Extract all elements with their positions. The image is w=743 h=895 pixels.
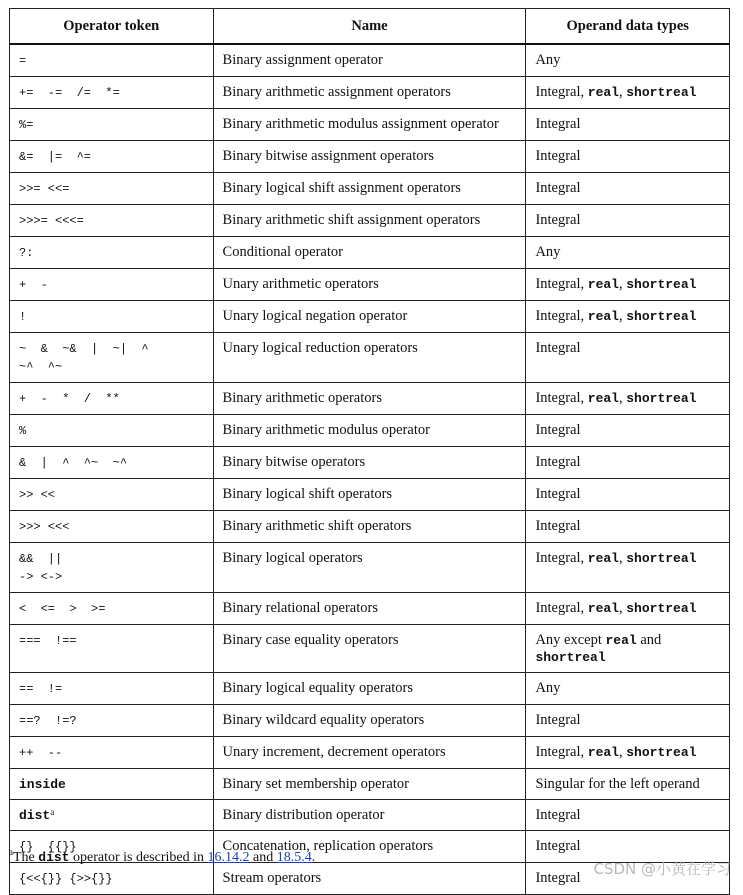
table-row [10, 205, 730, 237]
operator-token-cell [10, 800, 214, 831]
operator-token-cell [10, 479, 214, 511]
header-operand-data-types: Operand data types [526, 9, 730, 45]
table-row [10, 705, 730, 737]
operator-token: = [19, 54, 27, 68]
operator-token: dist [19, 808, 51, 823]
type-keyword: shortreal [626, 551, 697, 566]
type-keyword: shortreal [626, 745, 697, 760]
type-text: Integral, [535, 276, 588, 292]
operand-data-types [526, 543, 730, 593]
operator-name: Binary arithmetic modulus operator [213, 415, 526, 447]
operand-data-types [526, 447, 730, 479]
type-text: Integral [535, 116, 581, 132]
type-text: , [619, 390, 627, 406]
operator-name: Binary case equality operators [213, 625, 526, 673]
operator-token-cell [10, 593, 214, 625]
table-row [10, 173, 730, 205]
footnote-link-18-5-4[interactable]: 18.5.4 [276, 850, 312, 865]
operator-name: Unary logical negation operator [213, 301, 526, 333]
type-keyword: shortreal [626, 601, 697, 616]
operator-name: Binary set membership operator [213, 769, 526, 800]
table-row [10, 447, 730, 479]
table-row [10, 415, 730, 447]
type-text: Integral [535, 454, 581, 470]
operator-name: Unary increment, decrement operators [213, 737, 526, 769]
operator-token-cell [10, 543, 214, 593]
operator-token-cell [10, 333, 214, 383]
type-keyword: real [587, 85, 619, 100]
operator-token-cell [10, 705, 214, 737]
table-row [10, 800, 730, 831]
operator-token: += -= /= *= [19, 86, 120, 100]
type-text: Integral, [535, 84, 588, 100]
operand-data-types [526, 800, 730, 831]
type-text: , [619, 308, 627, 324]
type-text: Integral [535, 212, 581, 228]
operand-data-types [526, 705, 730, 737]
operator-token-cell [10, 205, 214, 237]
operator-token: % [19, 424, 27, 438]
type-keyword: shortreal [626, 309, 697, 324]
operator-name: Binary logical shift assignment operators [213, 173, 526, 205]
operator-token: %= [19, 118, 34, 132]
type-text: Integral [535, 486, 581, 502]
type-keyword: shortreal [626, 277, 697, 292]
operator-name: Unary arithmetic operators [213, 269, 526, 301]
operand-data-types [526, 769, 730, 800]
footnote [9, 847, 316, 866]
operator-token-cell [10, 77, 214, 109]
table-row [10, 301, 730, 333]
operator-token-cell [10, 625, 214, 673]
table-row [10, 44, 730, 77]
type-text: Integral, [535, 744, 588, 760]
operand-data-types [526, 301, 730, 333]
table-row [10, 625, 730, 673]
type-text: Integral, [535, 390, 588, 406]
table-row [10, 269, 730, 301]
operator-table [9, 8, 730, 895]
footnote-and: and [249, 850, 277, 865]
footnote-end: . [311, 850, 316, 865]
footnote-pre: The [13, 850, 39, 865]
operand-data-types [526, 333, 730, 383]
operand-data-types [526, 415, 730, 447]
operator-token: >>>= <<<= [19, 214, 84, 228]
operand-data-types [526, 237, 730, 269]
type-keyword: real [605, 633, 637, 648]
type-keyword: real [587, 309, 619, 324]
operator-token-cell [10, 173, 214, 205]
operator-name: Conditional operator [213, 237, 526, 269]
table-header-row [10, 9, 730, 45]
type-text: Integral, [535, 308, 588, 324]
operator-name: Binary arithmetic shift operators [213, 511, 526, 543]
operator-token-cell [10, 737, 214, 769]
table-row [10, 511, 730, 543]
operand-data-types [526, 737, 730, 769]
operator-token-cell [10, 863, 214, 895]
type-text: , [619, 84, 627, 100]
watermark: CSDN @小黄在学习 [593, 860, 731, 878]
table-row [10, 543, 730, 593]
operand-data-types [526, 77, 730, 109]
type-text: Integral, [535, 550, 588, 566]
type-keyword: real [587, 551, 619, 566]
table-row [10, 237, 730, 269]
type-keyword: shortreal [626, 85, 697, 100]
type-text: Integral [535, 180, 581, 196]
table-row [10, 593, 730, 625]
operator-token: >>= <<= [19, 182, 70, 196]
operand-data-types [526, 383, 730, 415]
operator-name: Binary assignment operator [213, 44, 526, 77]
operator-token-cell [10, 511, 214, 543]
table-row [10, 769, 730, 800]
type-text: Integral [535, 838, 581, 854]
operator-token: && || -> <-> [19, 552, 63, 584]
table-row [10, 109, 730, 141]
table-row [10, 333, 730, 383]
operator-name: Binary logical equality operators [213, 673, 526, 705]
operand-data-types [526, 205, 730, 237]
type-text: Singular for the left operand [535, 776, 700, 792]
type-text: , [619, 744, 627, 760]
operator-token-cell [10, 269, 214, 301]
operator-token: == != [19, 682, 63, 696]
operator-token: === !== [19, 634, 77, 648]
type-keyword: real [587, 601, 619, 616]
type-keyword: real [587, 745, 619, 760]
operator-token: + - [19, 278, 48, 292]
operator-token-cell [10, 301, 214, 333]
operator-name: Binary logical operators [213, 543, 526, 593]
operand-data-types [526, 593, 730, 625]
header-operator-token: Operator token [10, 9, 214, 45]
type-text: Any [535, 244, 561, 260]
type-keyword: shortreal [535, 650, 606, 665]
operator-name: Binary logical shift operators [213, 479, 526, 511]
type-text: Integral, [535, 600, 588, 616]
type-text: Any [535, 52, 561, 68]
type-keyword: shortreal [626, 391, 697, 406]
operator-token: {} {{}} [19, 840, 77, 854]
operator-token-cell [10, 415, 214, 447]
operator-token: &= |= ^= [19, 150, 92, 164]
type-text: Integral [535, 340, 581, 356]
type-text: Integral [535, 870, 581, 886]
type-text: Integral [535, 518, 581, 534]
operator-name: Binary distribution operator [213, 800, 526, 831]
table-row [10, 77, 730, 109]
operand-data-types [526, 109, 730, 141]
operand-data-types [526, 511, 730, 543]
table-row [10, 673, 730, 705]
operator-name: Unary logical reduction operators [213, 333, 526, 383]
operator-token: < <= > >= [19, 602, 106, 616]
type-text: Any except [535, 632, 606, 648]
operator-token: ~ & ~& | ~| ^ ~^ ^~ [19, 342, 149, 374]
footnote-mid: operator is described in [69, 850, 208, 865]
operand-data-types [526, 141, 730, 173]
type-text: , [619, 600, 627, 616]
operator-token: >>> <<< [19, 520, 70, 534]
operator-name: Binary bitwise operators [213, 447, 526, 479]
operator-token: + - * / ** [19, 392, 120, 406]
type-keyword: real [587, 277, 619, 292]
operator-name: Binary arithmetic modulus assignment operator [213, 109, 526, 141]
operator-token-cell [10, 769, 214, 800]
table-row [10, 383, 730, 415]
operator-token: ++ -- [19, 746, 63, 760]
operator-name: Binary arithmetic shift assignment operators [213, 205, 526, 237]
type-text: Integral [535, 422, 581, 438]
operator-name: Binary arithmetic operators [213, 383, 526, 415]
operator-name: Concatenation, replication operators [213, 831, 526, 863]
header-name: Name [213, 9, 526, 45]
operator-token-cell [10, 237, 214, 269]
operator-token-cell [10, 141, 214, 173]
operator-token-cell [10, 383, 214, 415]
type-text: Any [535, 680, 561, 696]
type-keyword: real [587, 391, 619, 406]
operator-token: ! [19, 310, 27, 324]
operator-token-cell [10, 44, 214, 77]
type-text: Integral [535, 807, 581, 823]
type-text: Integral [535, 148, 581, 164]
operator-token-cell [10, 109, 214, 141]
operator-name: Binary bitwise assignment operators [213, 141, 526, 173]
footnote-mark: a [9, 847, 13, 857]
footnote-link-16-14-2[interactable]: 16.14.2 [207, 850, 250, 865]
operator-token: >> << [19, 488, 56, 502]
type-text: , [619, 550, 627, 566]
operator-name: Stream operators [213, 863, 526, 895]
operand-data-types [526, 673, 730, 705]
table-row [10, 737, 730, 769]
operand-data-types [526, 625, 730, 673]
type-text: Integral [535, 712, 581, 728]
operator-token-cell [10, 447, 214, 479]
operand-data-types [526, 269, 730, 301]
operator-token: inside [19, 777, 66, 792]
operator-name: Binary relational operators [213, 593, 526, 625]
operand-data-types [526, 44, 730, 77]
operand-data-types [526, 479, 730, 511]
operator-token: {<<{}} {>>{}} [19, 872, 113, 886]
operand-data-types [526, 173, 730, 205]
operator-token: & | ^ ^~ ~^ [19, 456, 128, 470]
type-text: , [619, 276, 627, 292]
footnote-code: dist [38, 850, 70, 865]
operator-token: ?: [19, 246, 34, 260]
table-row [10, 141, 730, 173]
operator-name: Binary arithmetic assignment operators [213, 77, 526, 109]
type-text: and [636, 632, 662, 648]
operator-name: Binary wildcard equality operators [213, 705, 526, 737]
operator-token-cell [10, 673, 214, 705]
footnote-ref: a [50, 807, 55, 817]
operator-token: ==? !=? [19, 714, 77, 728]
table-row [10, 479, 730, 511]
